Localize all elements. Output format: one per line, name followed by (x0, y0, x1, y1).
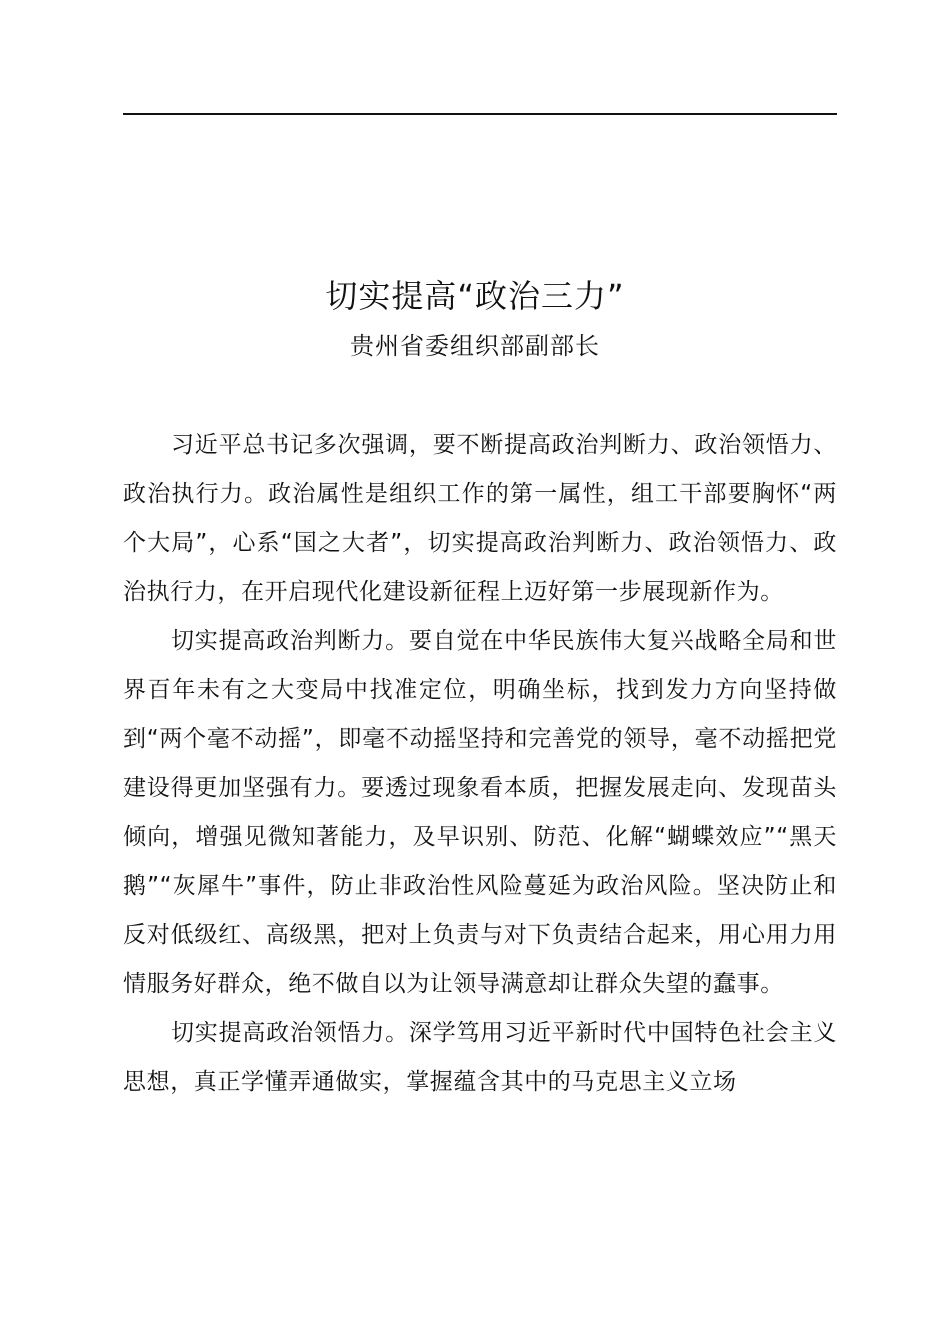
paragraph-comprehension: 切实提高政治领悟力。深学笃用习近平新时代中国特色社会主义思想，真正学懂弄通做实，掌握蕴含其中的马克思主义立场 (123, 1020, 837, 1095)
document-title: 切实提高“政治三力” (325, 277, 625, 315)
article-body (123, 421, 837, 1107)
author-line: 贵州省委组织部副部长 (350, 332, 600, 360)
paragraph-judgment: 切实提高政治判断力。要自觉在中华民族伟大复兴战略全局和世界百年未有之大变局中找准定位，明确坐标，找到发力方向坚持做到“两个毫不动摇”，即毫不动摇坚持和完善党的领导，毫不动摇把党建设得更加坚强有力。要透过现象看本质，把握发展走向、发现苗头倾向，增强见微知著能力，及早识别、防范、化解“蝴蝶效应”“黑天鹅”“灰犀牛”事件，防止非政治性风险蔓延为政治风险。坚决防止和反对低级红、高级黑，把对上负责与对下负责结合起来，用心用力用情服务好群众，绝不做自以为让领导满意却让群众失望的蠢事。 (123, 628, 837, 997)
header-rule (123, 113, 837, 115)
paragraph-intro: 习近平总书记多次强调，要不断提高政治判断力、政治领悟力、政治执行力。政治属性是组织工作的第一属性，组工干部要胸怀“两个大局”，心系“国之大者”，切实提高政治判断力、政治领悟力、政治执行力，在开启现代化建设新征程上迈好第一步展现新作为。 (123, 432, 837, 605)
